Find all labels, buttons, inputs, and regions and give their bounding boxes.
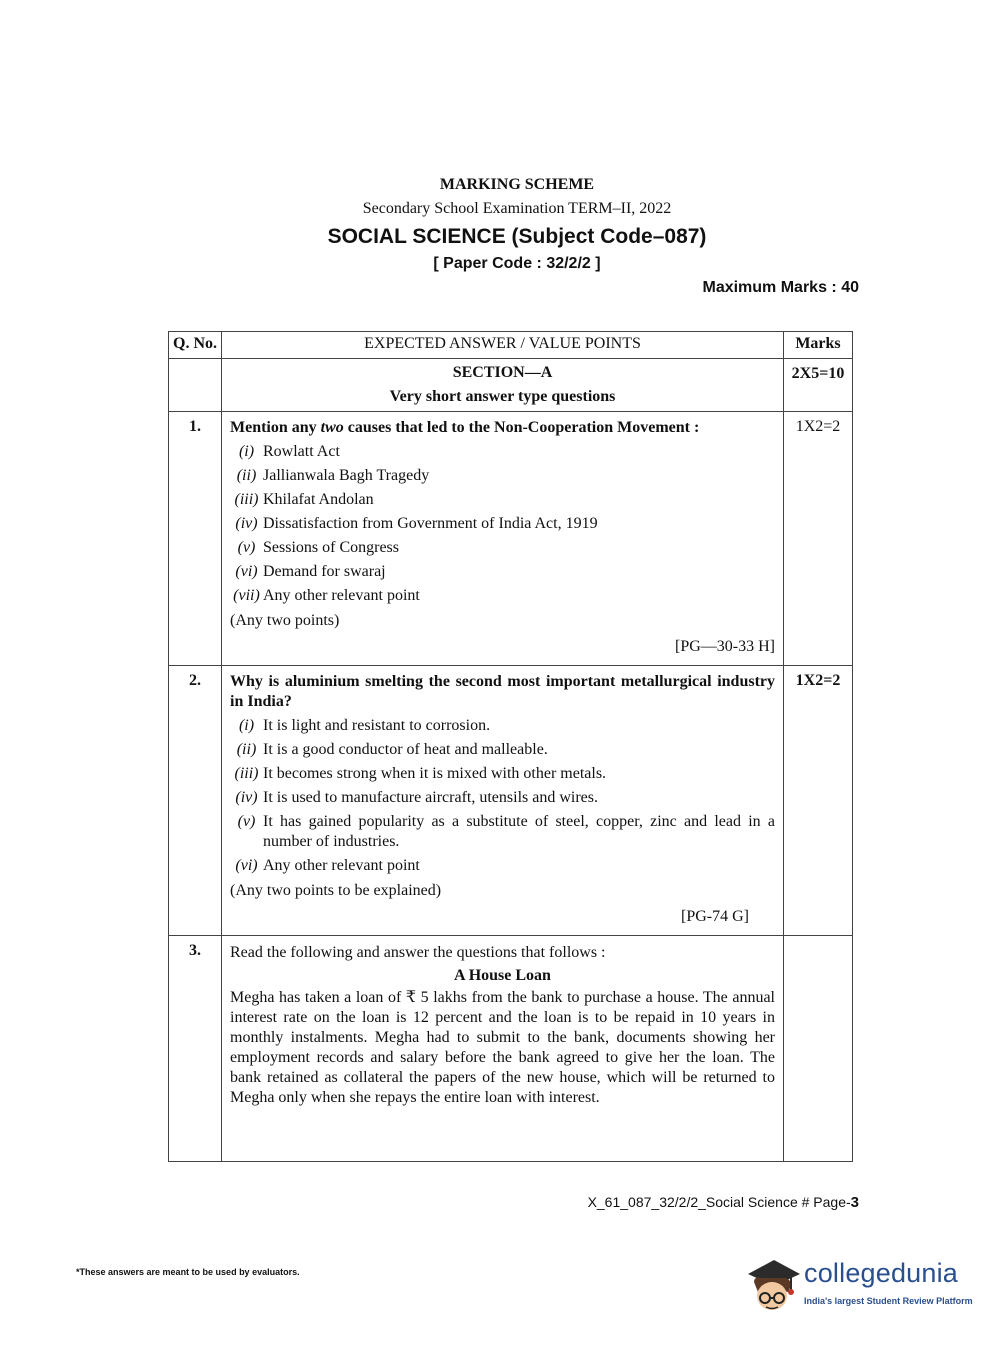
point-number: (vi) xyxy=(235,857,258,874)
point-number: (v) xyxy=(237,539,256,556)
question-number: 1. xyxy=(169,412,222,666)
list-item xyxy=(230,442,775,462)
answer-note: (Any two points to be explained) xyxy=(230,882,442,899)
list-item xyxy=(230,586,775,606)
point-text: It becomes strong when it is mixed with other metals. xyxy=(263,765,607,782)
point-text: Jallianwala Bagh Tragedy xyxy=(263,467,430,484)
answer-note: (Any two points) xyxy=(230,612,340,629)
page-reference: [PG—30-33 H] xyxy=(675,638,775,655)
point-number: (iii) xyxy=(234,491,259,508)
disclaimer: *These answers are meant to be used by evaluators. xyxy=(76,1267,300,1277)
point-text: Dissatisfaction from Government of India Act, 1919 xyxy=(263,515,598,532)
page-reference: [PG-74 G] xyxy=(681,908,749,925)
answer-cell xyxy=(222,666,784,936)
point-number: (iii) xyxy=(234,765,259,782)
point-text: Any other relevant point xyxy=(263,587,420,604)
marking-table xyxy=(168,331,853,1162)
answer-points xyxy=(230,716,775,876)
question-number: 2. xyxy=(169,666,222,936)
point-number: (v) xyxy=(237,813,256,830)
answer-cell xyxy=(222,412,784,666)
col-qno-header: Q. No. xyxy=(169,332,222,359)
answer-cell xyxy=(222,936,784,1162)
section-title: SECTION—A xyxy=(452,364,553,381)
list-item xyxy=(230,764,775,784)
collegedunia-logo xyxy=(744,1252,974,1316)
point-text: Khilafat Andolan xyxy=(263,491,374,508)
col-answer-header: EXPECTED ANSWER / VALUE POINTS xyxy=(222,332,784,359)
point-number: (ii) xyxy=(236,467,257,484)
point-text: Rowlatt Act xyxy=(263,443,340,460)
section-marks: 2X5=10 xyxy=(784,359,853,412)
point-number: (vi) xyxy=(235,563,258,580)
list-item xyxy=(230,856,775,876)
table-row xyxy=(169,666,853,936)
col-marks-header: Marks xyxy=(784,332,853,359)
point-number: (vii) xyxy=(233,587,260,604)
list-item xyxy=(230,562,775,582)
point-number: (iv) xyxy=(235,789,258,806)
list-item xyxy=(230,716,775,736)
point-text: It is a good conductor of heat and malleable. xyxy=(263,741,548,758)
table-header-row xyxy=(169,332,853,359)
section-row xyxy=(169,359,853,412)
exam-name: Secondary School Examination TERM–II, 2022 xyxy=(362,200,672,217)
question-marks: 1X2=2 xyxy=(784,666,853,936)
section-subtitle: Very short answer type questions xyxy=(389,388,616,405)
list-item xyxy=(230,740,775,760)
list-item xyxy=(230,514,775,534)
passage-title: A House Loan xyxy=(454,967,551,984)
point-number: (iv) xyxy=(235,515,258,532)
question-text: Why is aluminium smelting the second most important metallurgical industry in India? xyxy=(230,673,775,710)
mascot-icon xyxy=(744,1252,802,1316)
list-item xyxy=(230,490,775,510)
list-item xyxy=(230,538,775,558)
table-row xyxy=(169,412,853,666)
page-number: 3 xyxy=(850,1194,859,1211)
point-text: Demand for swaraj xyxy=(263,563,386,580)
point-text: It has gained popularity as a substitute of steel, copper, zinc and lead in a number of industries. xyxy=(263,813,775,850)
point-text: Any other relevant point xyxy=(263,857,420,874)
list-item xyxy=(230,812,775,852)
point-text: Sessions of Congress xyxy=(263,539,400,556)
question-text: Mention any two causes that led to the Non-Cooperation Movement : xyxy=(230,419,700,436)
list-item xyxy=(230,466,775,486)
logo-name: collegedunia xyxy=(804,1258,959,1288)
point-number: (i) xyxy=(238,717,255,734)
passage-text: Megha has taken a loan of ₹ 5 lakhs from the bank to purchase a house. The annual interest rate on the loan is 12 percent and the loan is to be repaid in 10 years in monthly instalments. Megha had to submit to the bank, documents showing her employment records and salary before the bank agreed to give her the loan. The bank retained as collateral the papers of the new house, which will be returned to Megha only when she repays the entire loan with interest. xyxy=(230,989,775,1106)
question-intro: Read the following and answer the questions that follows : xyxy=(230,944,606,961)
list-item xyxy=(230,788,775,808)
subject-title: SOCIAL SCIENCE (Subject Code–087) xyxy=(327,225,707,248)
maximum-marks: Maximum Marks : 40 xyxy=(702,279,859,296)
question-marks: 1X2=2 xyxy=(784,412,853,666)
table-row xyxy=(169,936,853,1162)
question-number: 3. xyxy=(169,936,222,1162)
answer-points xyxy=(230,442,775,606)
logo-tagline: India's largest Student Review Platform xyxy=(804,1296,973,1306)
point-number: (ii) xyxy=(236,741,257,758)
paper-code: [ Paper Code : 32/2/2 ] xyxy=(433,255,601,272)
point-text: It is light and resistant to corrosion. xyxy=(263,717,491,734)
point-text: It is used to manufacture aircraft, utensils and wires. xyxy=(263,789,598,806)
scheme-heading: MARKING SCHEME xyxy=(439,176,595,193)
page-footer: X_61_087_32/2/2_Social Science # Page-3 xyxy=(587,1194,859,1211)
point-number: (i) xyxy=(238,443,255,460)
